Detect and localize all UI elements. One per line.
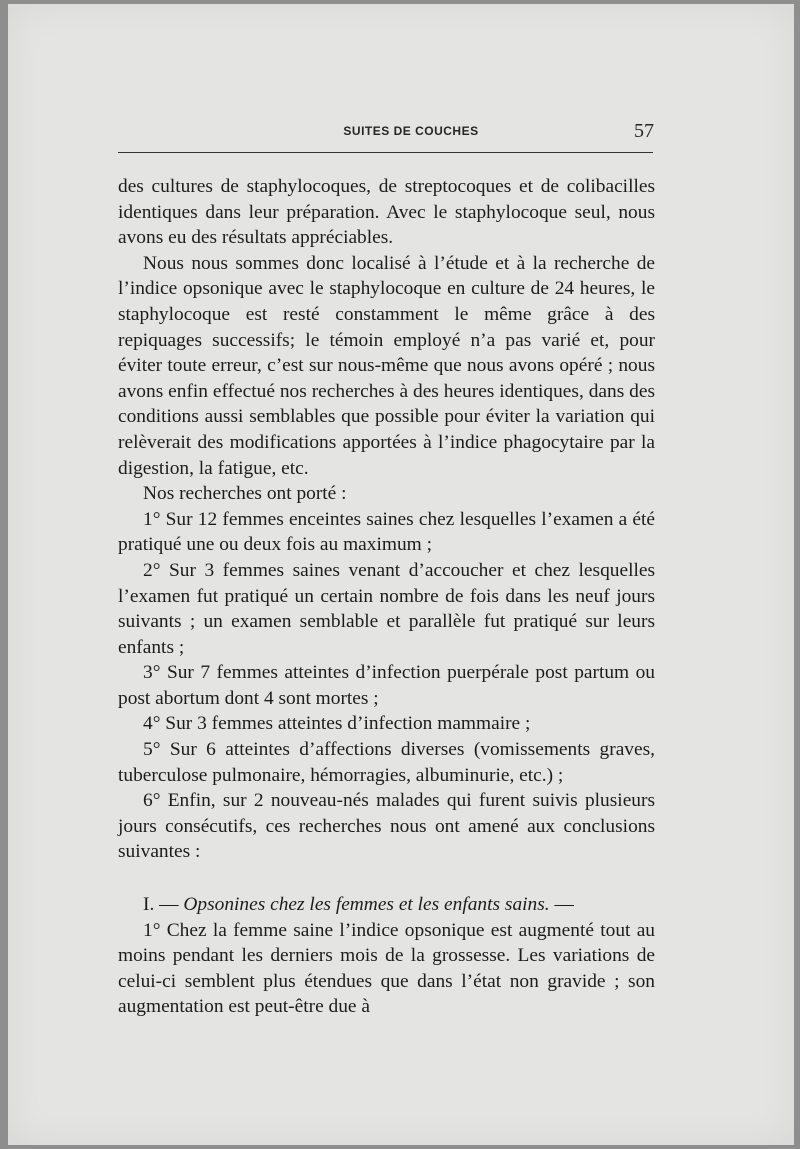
running-title: SUITES DE COUCHES [343,124,479,138]
page-header [8,120,794,150]
section-suffix: — [549,894,574,916]
paragraph: 1° Chez la femme saine l’indice opsonique est augmenté tout au moins pendant les derniers mois de la grossesse. Les variations de celui-ci semblent plus étendues que dans l’état non gravide ; son augmentation est peut-être due à [118,919,655,1018]
section-spacer [118,865,655,892]
paragraph: Nos recherches ont porté : [143,483,347,505]
section-prefix: I. — [143,894,184,916]
page [8,4,794,1145]
paragraph: Nous nous sommes donc localisé à l’étude et à la recherche de l’indice opsonique avec le staphylocoque en culture de 24 heures, le staphylocoque est resté constamment le même grâce à des repiquages successifs; le témoin employé n’a pas varié et, pour éviter toute erreur, c’est sur nous-même que nous avons opéré ; nous avons enfin effectué nos recherches à des heures identiques, dans des conditions aussi semblables que possible pour éviter la variation qui relèverait des modifications apportées à l’indice phagocytaire par la digestion, la fatigue, etc. [118,252,655,479]
list-item: 4° Sur 3 femmes atteintes d’infection mammaire ; [143,713,531,735]
list-item: 5° Sur 6 atteintes d’affections diverses (vomissements graves, tuberculose pulmonaire, hémorragies, albuminurie, etc.) ; [118,739,655,786]
body-text [118,174,655,1020]
list-item: 2° Sur 3 femmes saines venant d’accoucher et chez lesquelles l’examen fut pratiqué un certain nombre de fois dans les neuf jours suivants ; un examen semblable et parallèle fut pratiqué sur leurs enfants ; [118,559,655,658]
page-number: 57 [634,120,654,142]
list-item: 3° Sur 7 femmes atteintes d’infection puerpérale post partum ou post abortum dont 4 sont mortes ; [118,662,655,709]
section-heading [118,892,655,918]
list-item: 1° Sur 12 femmes enceintes saines chez lesquelles l’examen a été pratiqué une ou deux fois au maximum ; [118,508,655,556]
paragraph: des cultures de staphylocoques, de streptocoques et de colibacilles identiques dans leur préparation. Avec le staphylocoque seul, nous avons eu des résultats appréciables. [118,176,655,249]
list-item: 6° Enfin, sur 2 nouveau-nés malades qui furent suivis plusieurs jours consécutifs, ces recherches nous ont amené aux conclusions suivantes : [118,790,655,863]
section-title: Opsonines chez les femmes et les enfants sains. [183,894,550,916]
header-rule [118,152,653,153]
